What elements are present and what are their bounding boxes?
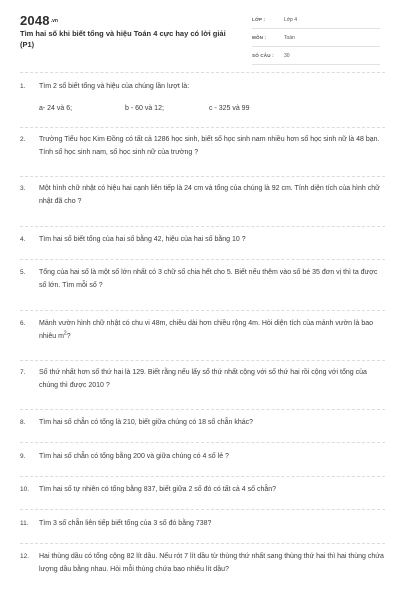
question-text: Tìm 2 số biết tổng và hiệu của chúng lần lượt là: [39,83,190,90]
question-number: 5. [20,269,26,276]
grade-value: Lớp 4 [284,17,298,23]
option-a: a- 24 và 6; [39,105,73,112]
question-text: Tìm hai số chẵn có tổng bằng 200 và giữa chúng có 4 số lẻ ? [39,453,229,460]
question-11 [20,517,385,530]
divider [20,409,385,410]
question-text: Tìm 3 số chẵn liên tiếp biết tổng của 3 số đó bằng 738? [39,520,212,527]
question-text [39,317,385,343]
question-text-main: Mảnh vườn hình chữ nhật có chu vi 48m, chiều dài hơn chiều rộng 4m. Hỏi diện tích của mảnh vườn là bao nhiêu m [39,320,374,340]
question-number: 4. [20,236,26,243]
page-header [0,0,400,70]
question-12 [20,550,385,576]
answer-options [39,102,385,115]
question-2 [20,133,385,159]
question-10 [20,483,385,496]
question-text: Số thứ nhất hơn số thứ hai là 129. Biết rằng nếu lấy số thứ nhất cộng với số thứ hai rồi cộng với tổng của chúng thì được 2010 ? [39,369,367,389]
question-text: Một hình chữ nhật có hiệu hai cạnh liên tiếp là 24 cm và tổng của chúng là 92 cm. Tính diện tích của hình chữ nhật đã cho ? [39,185,380,205]
question-text: Tổng của hai số là một số lớn nhất có 3 chữ số chia hết cho 5. Biết nếu thêm vào số bé 35 đơn vị thì ta được số lớn. Tìm mỗi số ? [39,269,378,289]
subject-label: MÔN : [252,35,267,40]
divider [20,176,385,177]
question-number: 2. [20,136,26,143]
question-6 [20,317,385,343]
question-number: 11. [20,520,29,527]
question-number: 1. [20,83,26,90]
question-text: Tìm hai số biết tổng của hai số bằng 42, hiệu của hai số bằng 10 ? [39,236,246,243]
divider [20,476,385,477]
question-text-tail: ? [66,333,71,340]
divider [20,127,385,128]
question-4 [20,233,385,246]
question-number: 12. [20,553,30,560]
divider [20,543,385,544]
logo-text: 2048 [20,13,50,28]
question-number: 8. [20,419,26,426]
question-1 [20,80,385,115]
count-label: SỐ CÂU : [252,53,274,58]
superscript: 2 [63,330,67,337]
question-number: 7. [20,369,26,376]
question-text: Tìm hai số chẵn có tổng là 210, biết giữa chúng có 18 số chẵn khác? [39,419,254,426]
question-9 [20,450,385,463]
divider [20,360,385,361]
divider [20,259,385,260]
question-number: 6. [20,320,26,327]
question-7 [20,366,385,392]
worksheet-meta [252,14,380,68]
meta-grade-row [252,14,380,29]
divider [20,509,385,510]
divider [20,442,385,443]
count-value: 30 [284,53,290,59]
option-c: c - 325 và 99 [209,105,250,112]
divider [20,310,385,311]
question-text: Hai thùng dầu có tổng cộng 82 lít dầu. Nếu rót 7 lít dầu từ thùng thứ nhất sang thùng thứ hai thì hai thùng chứa lượng dầu bằng nhau. Hỏi mỗi thùng chứa bao nhiêu lít dầu? [39,553,384,573]
question-3 [20,182,385,208]
question-text: Tìm hai số tự nhiên có tổng bằng 837, biết giữa 2 số đó có tất cả 4 số chẵn? [39,486,277,493]
site-logo[interactable] [20,13,58,28]
meta-count-row [252,50,380,65]
subject-value: Toán [284,35,295,41]
meta-subject-row [252,32,380,47]
worksheet-title: Tìm hai số khi biết tổng và hiệu Toán 4 cực hay có lời giải (P1) [20,29,226,49]
divider [20,226,385,227]
question-number: 3. [20,185,26,192]
divider [20,72,385,73]
grade-label: LỚP : [252,17,266,22]
question-number: 10. [20,486,30,493]
option-b: b - 60 và 12; [125,105,164,112]
logo-domain: .vn [50,18,58,24]
question-number: 9. [20,453,26,460]
question-5 [20,266,385,292]
question-text: Trường Tiểu học Kim Đồng có tất cả 1286 học sinh, biết số học sinh nam nhiều hơn số học sinh nữ là 48 bạn. Tính số học sinh nam, số học sinh nữ của trường ? [39,136,380,156]
question-8 [20,416,385,429]
